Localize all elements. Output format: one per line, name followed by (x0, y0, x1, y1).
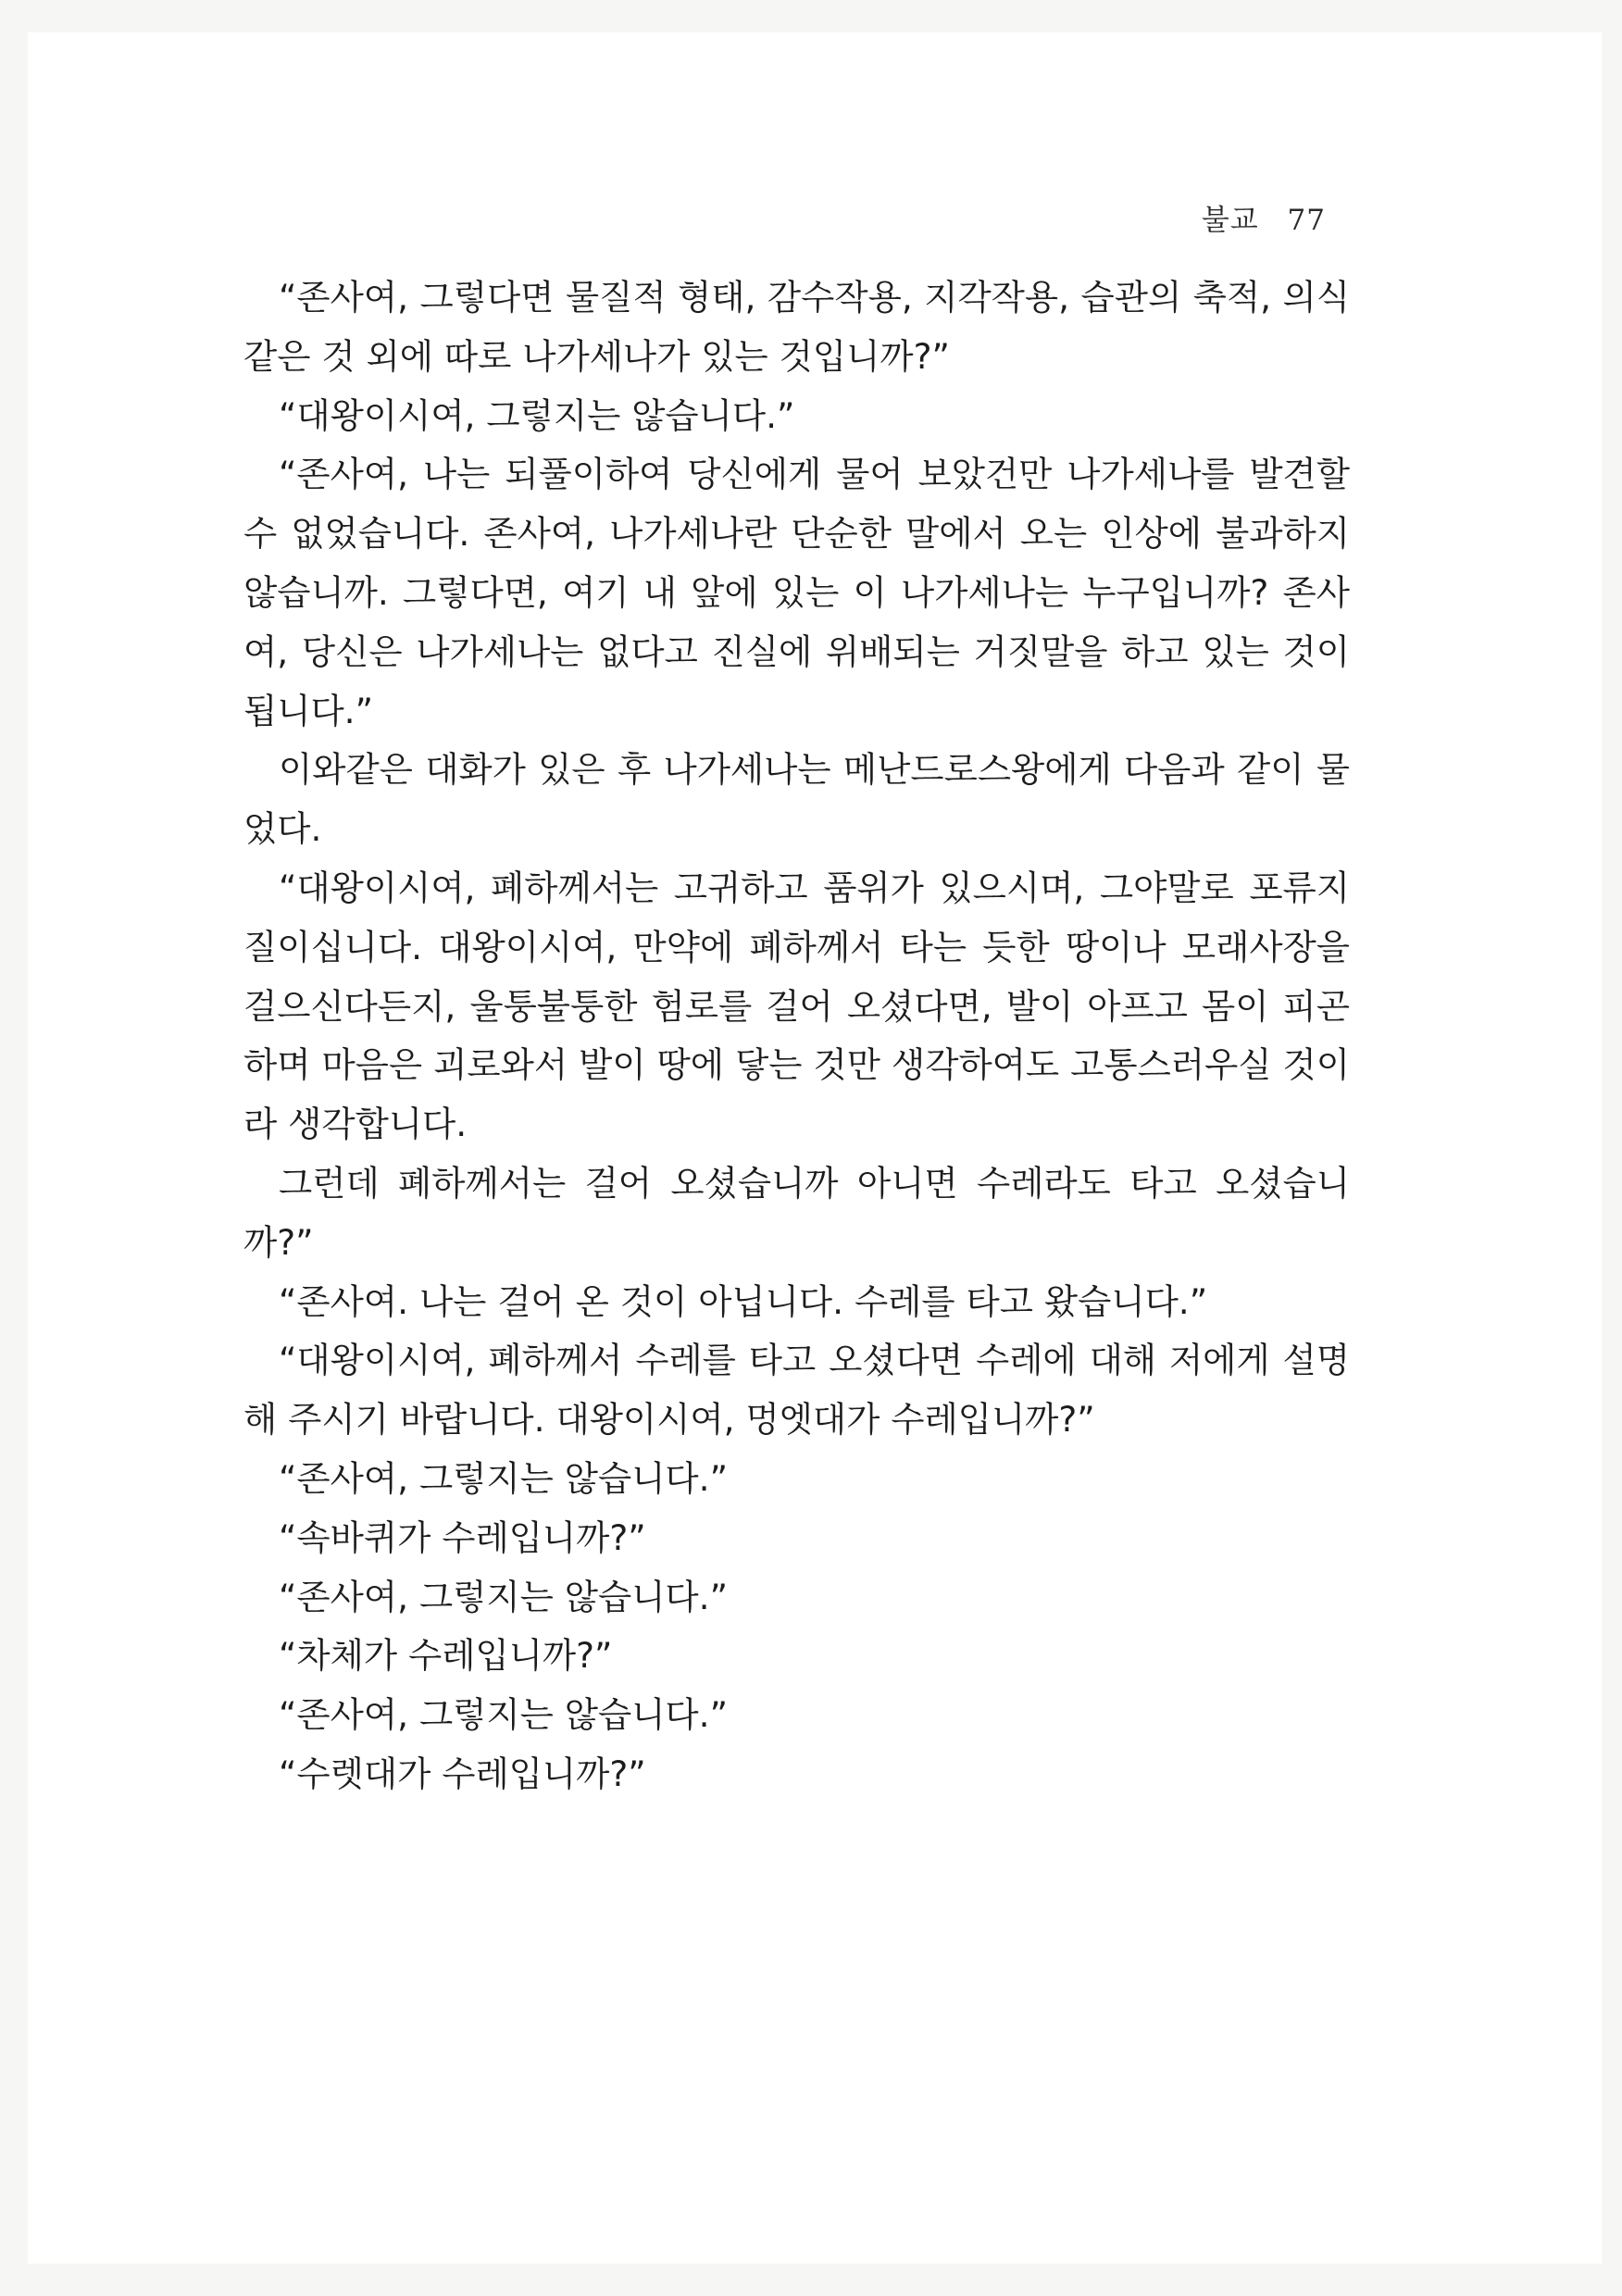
paragraph: “존사여. 나는 걸어 온 것이 아닙니다. 수레를 타고 왔습니다.” (279, 1280, 1208, 1322)
paragraph: “대왕이시여, 폐하께서 수레를 타고 오셨다면 수레에 대해 저에게 설명해 주시기 바랍니다. 대왕이시여, 멍엣대가 수레입니까?” (243, 1340, 1350, 1441)
paragraph: “차체가 수레입니까?” (279, 1635, 613, 1677)
paragraph: “존사여, 나는 되풀이하여 당신에게 물어 보았건만 나가세나를 발견할 수 없었습니다. 존사여, 나가세나란 단순한 말에서 오는 인상에 불과하지 않습니까. 그렇다면, 여기 내 앞에 있는 이 나가세나는 누구입니까? 존사여, 당신은 나가세나는 없다고 진실에 위배되는 거짓말을 하고 있는 것이 됩니다.” (243, 454, 1350, 731)
running-head (1202, 196, 1326, 238)
paragraph: 이와같은 대화가 있은 후 나가세나는 메난드로스왕에게 다음과 같이 물었다. (243, 749, 1350, 850)
paragraph: “속바퀴가 수레입니까?” (279, 1516, 646, 1558)
paragraph: “대왕이시여, 폐하께서는 고귀하고 품위가 있으시며, 그야말로 포류지질이십니다. 대왕이시여, 만약에 폐하께서 타는 듯한 땅이나 모래사장을 걸으신다든지, 울퉁불퉁한 험로를 걸어 오셨다면, 발이 아프고 몸이 피곤하며 마음은 괴로와서 발이 땅에 닿는 것만 생각하여도 고통스러우실 것이라 생각합니다. (243, 867, 1350, 1145)
paragraph: “존사여, 그렇지는 않습니다.” (279, 1576, 729, 1617)
paragraph: “수렛대가 수레입니까?” (279, 1753, 646, 1794)
paragraph: “대왕이시여, 그렇지는 않습니다.” (279, 394, 795, 436)
paragraph: “존사여, 그렇다면 물질적 형태, 감수작용, 지각작용, 습관의 축적, 의식 같은 것 외에 따로 나가세나가 있는 것입니까?” (243, 277, 1350, 377)
page-number: 77 (1287, 204, 1326, 237)
paragraph: 그런데 폐하께서는 걸어 오셨습니까 아니면 수레라도 타고 오셨습니까?” (243, 1162, 1350, 1263)
paragraph: “존사여, 그렇지는 않습니다.” (279, 1694, 729, 1736)
running-head-section: 불교 (1201, 204, 1259, 237)
body-text (243, 268, 1350, 1804)
paragraph: “존사여, 그렇지는 않습니다.” (279, 1457, 729, 1499)
